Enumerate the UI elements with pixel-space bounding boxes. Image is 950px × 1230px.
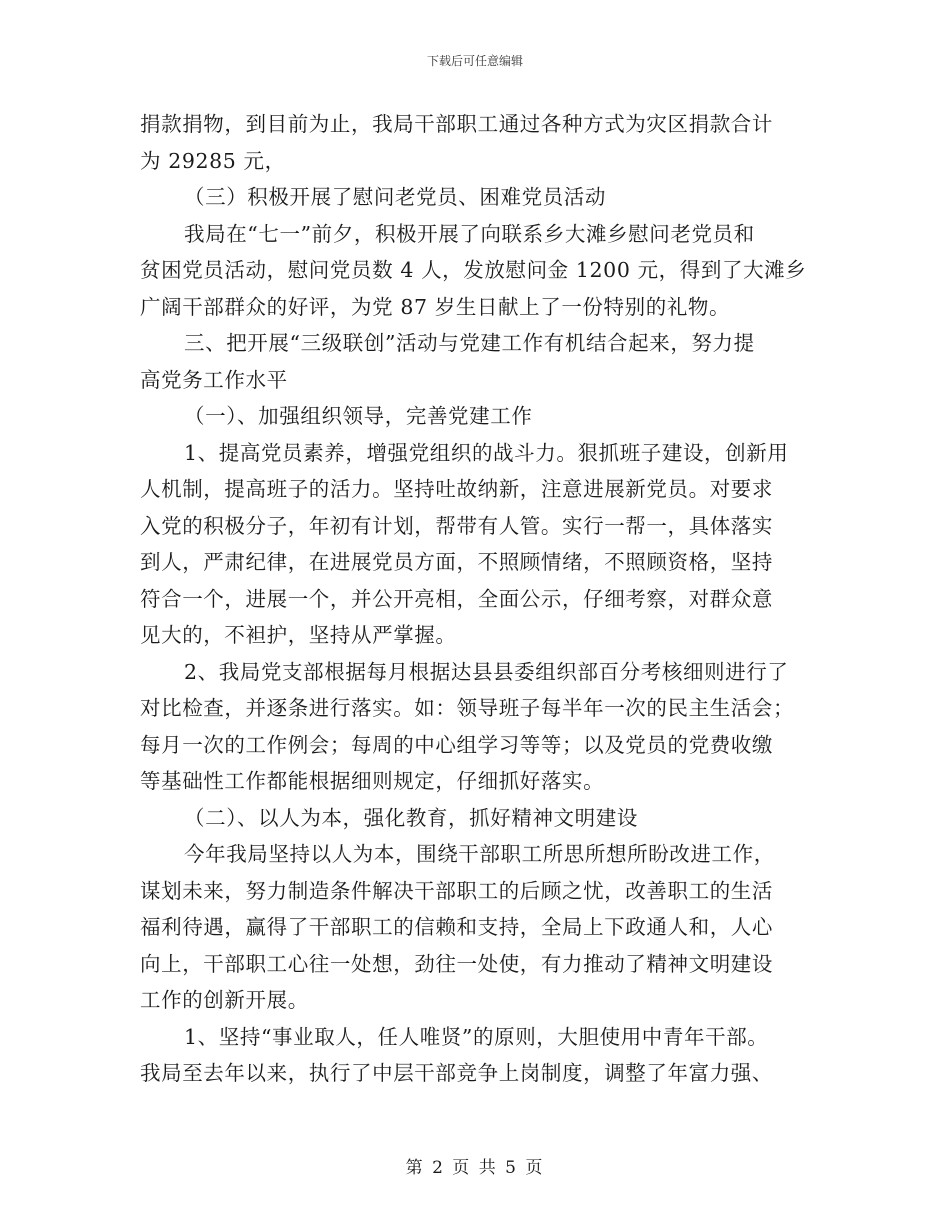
text-line: 贫困党员活动，慰问党员数 4 人，发放慰问金 1200 元，得到了大滩乡 [140,258,807,282]
text-line: 到人，严肃纪律，在进展党员方面，不照顾情绪，不照顾资格，坚持 [140,550,773,574]
page-header: 下载后可任意编辑 [426,54,523,68]
text-line: 每月一次的工作例会；每周的中心组学习等等；以及党员的党费收缴 [140,732,773,757]
text-line: 广阔干部群众的好评，为党 87 岁生日献上了一份特别的礼物。 [140,294,731,319]
text-line: 见大的，不袒护，坚持从严掌握。 [140,623,457,647]
text-line: 福利待遇，赢得了干部职工的信赖和支持，全局上下政通人和，人心 [140,915,773,939]
text-line: 1、提高党员素养，增强党组织的战斗力。狠抓班子建设，创新用 [184,440,789,465]
text-line: 2、我局党支部根据每月根据达县县委组织部百分考核细则进行了 [184,659,789,684]
text-line: 我局至去年以来，执行了中层干部竞争上岗制度，调整了年富力强、 [140,1061,773,1085]
text-line: （一）、加强组织领导，完善党建工作 [184,404,533,428]
text-line: （三）积极开展了慰问老党员、困难党员活动 [184,185,606,209]
text-line: 今年我局坚持以人为本，围绕干部职工所思所想所盼改进工作， [184,842,775,866]
text-line: 人机制，提高班子的活力。坚持吐故纳新，注意进展新党员。对要求 [140,477,773,501]
document-body [140,106,812,1092]
text-line: 工作的创新开展。 [140,988,309,1012]
text-line: 高党务工作水平 [140,367,288,392]
page-number-footer: 第 2 页 共 5 页 [405,1158,545,1178]
text-line: 捐款捐物，到目前为止，我局干部职工通过各种方式为灾区捐款合计 [140,112,773,136]
text-line: 我局在“七一”前夕，积极开展了向联系乡大滩乡慰问老党员和 [184,221,755,246]
text-line: 向上，干部职工心往一处想，劲往一处使，有力推动了精神文明建设 [140,951,773,976]
text-line: 符合一个，进展一个，并公开亮相，全面公示，仔细考察，对群众意 [140,586,773,611]
text-line: 对比检查，并逐条进行落实。如：领导班子每半年一次的民主生活会； [140,696,795,720]
text-line: 三、把开展“三级联创”活动与党建工作有机结合起来，努力提 [184,331,755,355]
text-line: 为 29285 元， [140,148,286,173]
text-line: （二）、以人为本，强化教育，抓好精神文明建设 [184,805,638,830]
text-line: 等基础性工作都能根据细则规定，仔细抓好落实。 [140,769,605,793]
text-line: 入党的积极分子，年初有计划，帮带有人管。实行一帮一，具体落实 [140,513,773,538]
text-line: 1、坚持“事业取人，任人唯贤”的原则，大胆使用中青年干部。 [184,1024,769,1049]
text-line: 谋划未来，努力制造条件解决干部职工的后顾之忧，改善职工的生活 [140,878,773,903]
